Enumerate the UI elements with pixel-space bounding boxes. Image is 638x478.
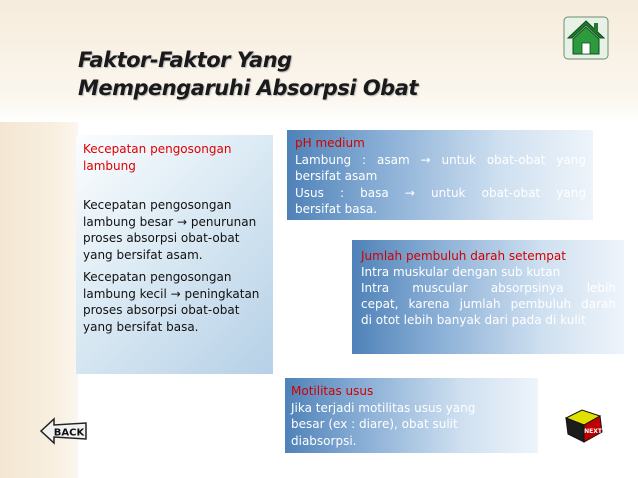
blood-line-4: di otot lebih banyak dari pada di kulit (361, 313, 586, 327)
motility-line-2: besar (ex : diare), obat sulit (291, 417, 458, 431)
next-button[interactable] (562, 404, 606, 444)
gastric-large-line-1: Kecepatan pengosongan (83, 198, 232, 212)
gastric-small-line-3: proses absorpsi obat-obat (83, 303, 240, 317)
ph-heading: pH medium (295, 136, 365, 150)
back-label: BACK (53, 427, 85, 439)
gastric-large-line-4: yang bersifat asam. (83, 247, 203, 262)
next-cube-icon (562, 404, 606, 444)
gastric-heading (83, 141, 267, 174)
ph-line-1: Lambung : asam → untuk obat-obat yang (295, 152, 586, 167)
gastric-large-line-2: lambung besar → penurunan (83, 214, 257, 229)
gastric-heading-line-1: Kecepatan pengosongan (83, 142, 232, 156)
gastric-small-line-4: yang bersifat basa. (83, 319, 199, 334)
blood-line-1: Intra muskular dengan sub kutan (361, 265, 561, 279)
motility-line-1: Jika terjadi motilitas usus yang (291, 400, 476, 415)
motility-heading: Motilitas usus (291, 384, 374, 398)
title-line-1: Faktor-Faktor Yang (78, 48, 292, 72)
gastric-small-line-2: lambung kecil → peningkatan (83, 286, 260, 301)
motility-line-3: diabsorpsi. (291, 433, 357, 448)
blood-line-2: Intra muscular absorpsinya lebih (361, 281, 616, 295)
gastric-emptying-box (76, 135, 273, 374)
home-button[interactable] (563, 16, 609, 60)
gastric-large-line-3: proses absorpsi obat-obat (83, 231, 240, 245)
blood-heading: Jumlah pembuluh darah setempat (361, 249, 566, 263)
intestinal-motility-box (285, 378, 538, 453)
blood-line-3: cepat, karena jumlah pembuluh darah (361, 297, 616, 311)
gastric-small-paragraph (83, 269, 267, 335)
ph-line-3: Usus : basa → untuk obat-obat yang (295, 185, 586, 200)
back-arrow-icon (40, 416, 88, 446)
gastric-heading-line-2: lambung (83, 158, 136, 173)
gastric-small-line-1: Kecepatan pengosongan (83, 270, 232, 284)
house-icon (563, 16, 609, 60)
slide-title (78, 46, 418, 102)
title-line-2: Mempengaruhi Absorpsi Obat (78, 76, 418, 100)
ph-line-4: bersifat basa. (295, 202, 378, 216)
ph-line-2: bersifat asam (295, 169, 378, 183)
gastric-large-paragraph (83, 197, 267, 263)
back-button[interactable] (40, 416, 88, 446)
ph-medium-box (287, 130, 593, 220)
next-label: NEXT (584, 428, 602, 435)
blood-vessels-box (352, 240, 624, 354)
